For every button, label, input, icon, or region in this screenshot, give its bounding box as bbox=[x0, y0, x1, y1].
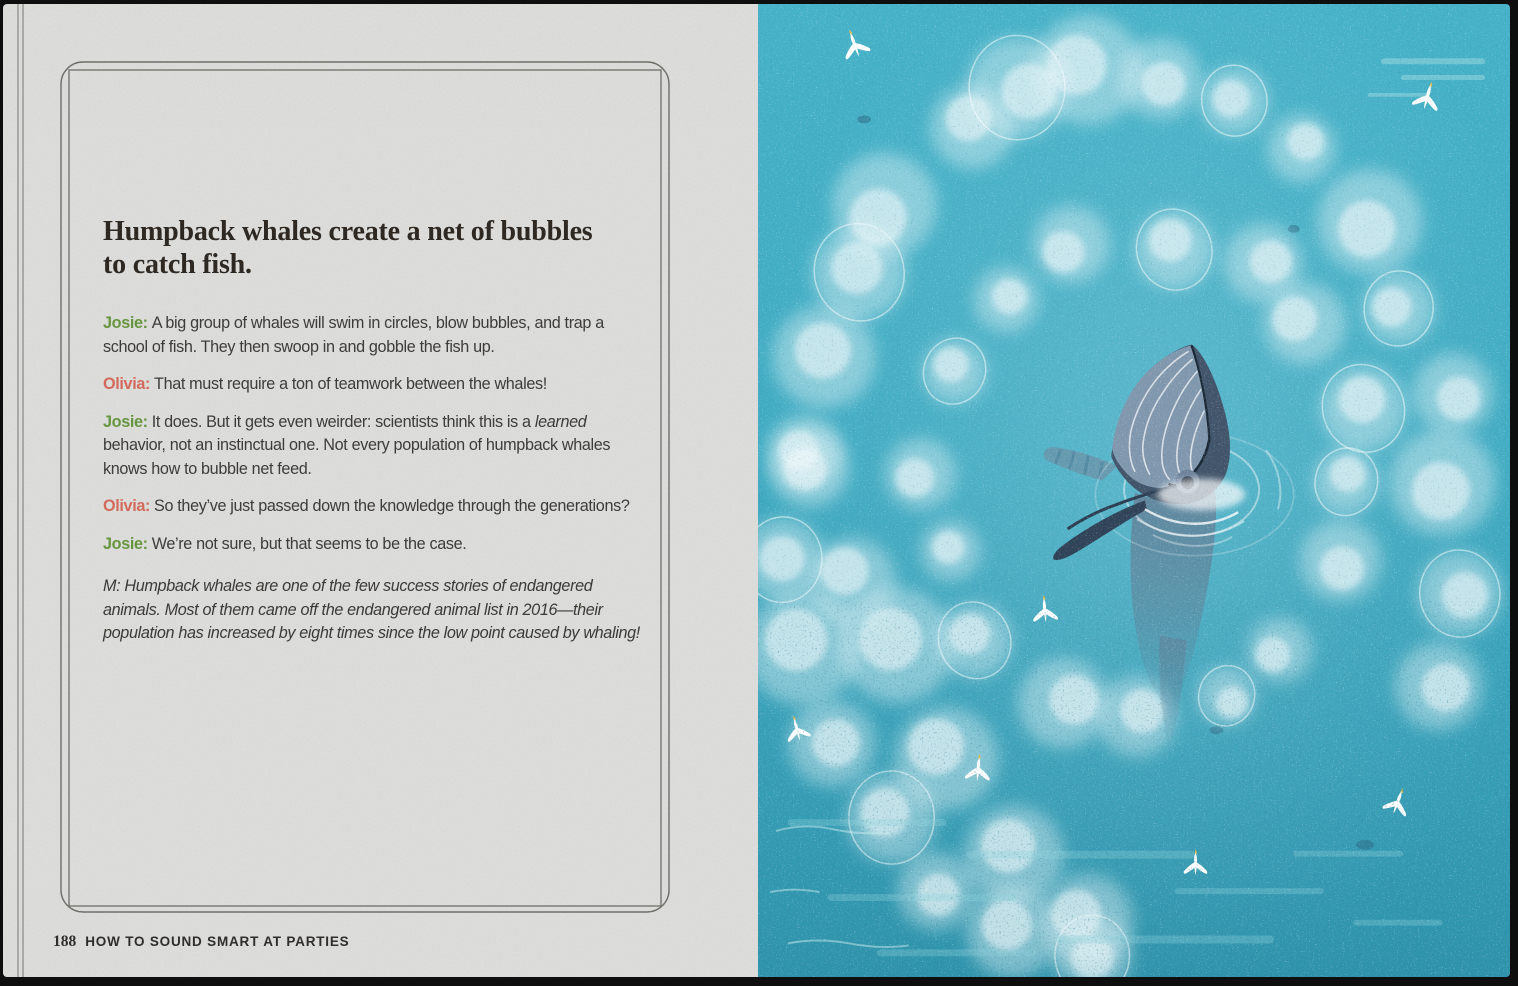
dialogue-line bbox=[103, 533, 651, 557]
dialogue-text: behavior, not an instinctual one. Not every population of humpback whales knows how to bubble net feed. bbox=[103, 436, 611, 478]
dialogue-text: So they’ve just passed down the knowledge through the generations? bbox=[154, 497, 630, 515]
page-footer bbox=[53, 933, 349, 951]
water-texture bbox=[758, 4, 1510, 977]
page-title bbox=[103, 215, 683, 281]
page-title-line2: to catch fish. bbox=[103, 249, 252, 280]
speaker-label: Olivia: bbox=[103, 375, 151, 393]
dialogue-line bbox=[103, 495, 651, 519]
right-page bbox=[758, 4, 1510, 977]
dialogue-text: We’re not sure, but that seems to be the case. bbox=[151, 534, 467, 553]
speaker-label: Josie: bbox=[103, 534, 148, 553]
page-number: 188 bbox=[53, 933, 77, 950]
speaker-label: Josie: bbox=[103, 314, 148, 332]
dialogue-line bbox=[103, 312, 651, 359]
dialogue-line bbox=[103, 373, 651, 397]
running-title: HOW TO SOUND SMART AT PARTIES bbox=[85, 934, 350, 949]
left-page bbox=[3, 4, 758, 977]
dialogue bbox=[103, 312, 651, 660]
dialogue-text-italic: learned bbox=[534, 412, 587, 431]
whale-illustration bbox=[758, 4, 1510, 977]
dialogue-text: That must require a ton of teamwork between the whales! bbox=[154, 375, 547, 393]
book-spread bbox=[3, 4, 1510, 977]
speaker-label: Olivia: bbox=[103, 497, 151, 515]
page-title-line1: Humpback whales create a net of bubbles bbox=[103, 216, 593, 247]
footnote: M: Humpback whales are one of the few success stories of endangered animals. Most of them came off the endangered animal list in 2016—their population has increased by eight times since the low point caused by whaling! bbox=[103, 577, 640, 642]
dialogue-line bbox=[103, 411, 651, 482]
dialogue-text: A big group of whales will swim in circles, blow bubbles, and trap a school of fish. They then swoop in and gobble the fish up. bbox=[103, 314, 604, 356]
dialogue-text: It does. But it gets even weirder: scientists think this is a bbox=[151, 412, 535, 431]
speaker-label: Josie: bbox=[103, 412, 148, 431]
